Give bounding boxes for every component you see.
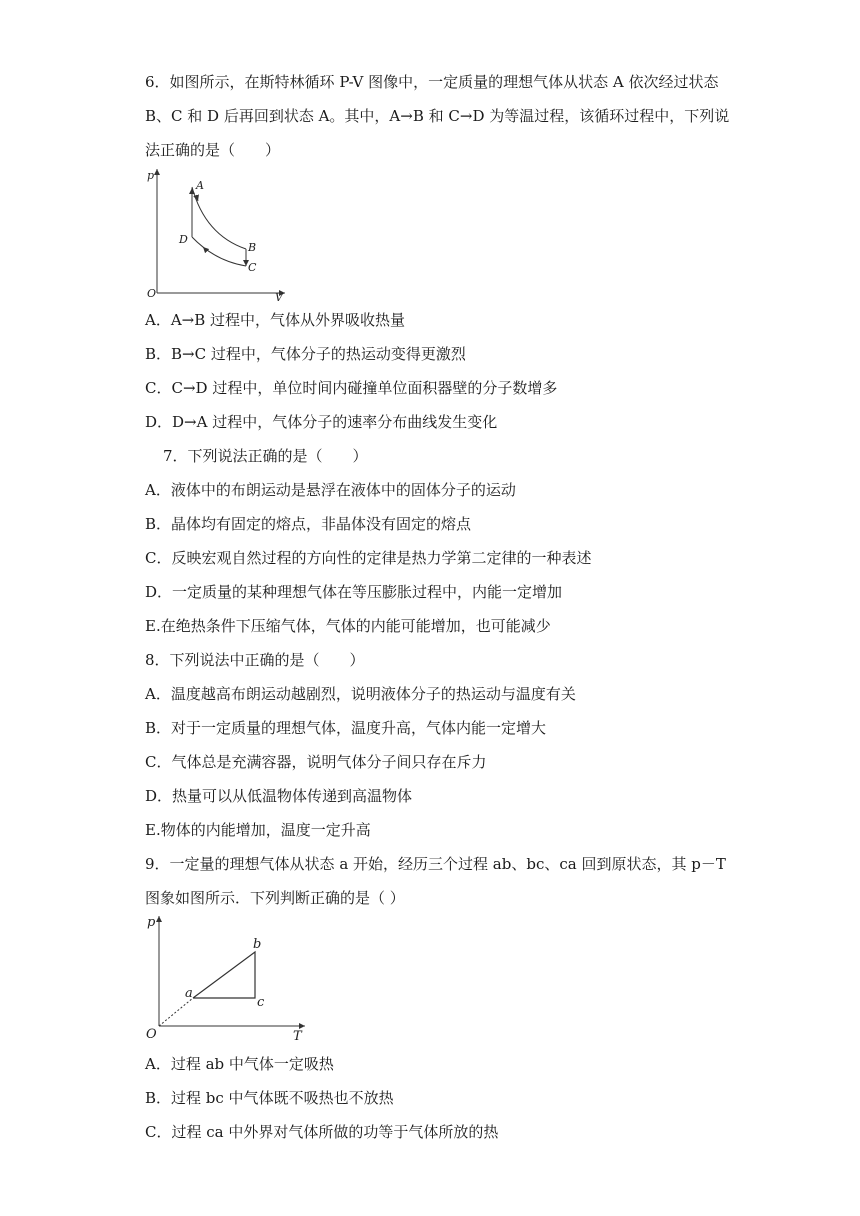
pt-axis-label-p: p bbox=[147, 915, 156, 930]
q9-option-a: A．过程 ab 中气体一定吸热 bbox=[145, 1055, 334, 1073]
q9-option-b: B．过程 bc 中气体既不吸热也不放热 bbox=[145, 1089, 394, 1107]
q7-option-c: C．反映宏观自然过程的方向性的定律是热力学第二定律的一种表述 bbox=[145, 549, 592, 567]
pt-label-a: a bbox=[185, 986, 193, 1001]
q8-option-b: B．对于一定质量的理想气体，温度升高，气体内能一定增大 bbox=[145, 719, 547, 737]
q6-option-c: C．C→D 过程中，单位时间内碰撞单位面积器壁的分子数增多 bbox=[145, 379, 558, 397]
q9-stem-line2: 图象如图所示．下列判断正确的是（ ） bbox=[145, 889, 405, 907]
q7-option-e: E.在绝热条件下压缩气体，气体的内能可能增加，也可能减少 bbox=[145, 617, 551, 635]
pv-label-c: C bbox=[248, 261, 257, 274]
q6-option-b: B．B→C 过程中，气体分子的热运动变得更激烈 bbox=[145, 345, 466, 363]
pv-curve-cd bbox=[192, 237, 246, 266]
pt-triangle-abc bbox=[193, 952, 255, 998]
q6-option-d: D．D→A 过程中，气体分子的速率分布曲线发生变化 bbox=[145, 413, 498, 431]
pv-diagram bbox=[145, 165, 295, 305]
q9-stem-line1: 9．一定量的理想气体从状态 a 开始，经历三个过程 ab、bc、ca 回到原状态，其 p－T bbox=[145, 855, 726, 873]
q8-stem: 8．下列说法中正确的是（ ） bbox=[145, 651, 365, 669]
q7-stem: 7．下列说法正确的是（ ） bbox=[163, 447, 368, 465]
pv-label-d: D bbox=[179, 233, 188, 246]
pv-origin-label: O bbox=[147, 287, 157, 300]
q8-option-d: D．热量可以从低温物体传递到高温物体 bbox=[145, 787, 413, 805]
q6-option-a: A．A→B 过程中，气体从外界吸收热量 bbox=[145, 311, 406, 329]
q6-stem-line2: B、C 和 D 后再回到状态 A。其中，A→B 和 C→D 为等温过程，该循环过程中，下列说 bbox=[145, 107, 730, 125]
pv-label-b: B bbox=[248, 241, 257, 254]
q6-stem-line1: 6．如图所示，在斯特林循环 P-V 图像中，一定质量的理想气体从状态 A 依次经过状态 bbox=[145, 73, 719, 91]
q9-option-c: C．过程 ca 中外界对气体所做的功等于气体所放的热 bbox=[145, 1123, 499, 1141]
q7-option-d: D．一定质量的某种理想气体在等压膨胀过程中，内能一定增加 bbox=[145, 583, 563, 601]
pt-diagram bbox=[145, 912, 315, 1047]
q7-option-a: A．液体中的布朗运动是悬浮在液体中的固体分子的运动 bbox=[145, 481, 516, 499]
pv-axis-label-v: V bbox=[275, 291, 283, 304]
pt-dashed-extension bbox=[159, 998, 193, 1026]
q6-stem-line3: 法正确的是（ ） bbox=[145, 141, 281, 159]
pt-label-c: c bbox=[257, 995, 265, 1010]
pt-label-b: b bbox=[253, 937, 262, 952]
pv-curve-ab bbox=[192, 187, 246, 249]
q8-option-c: C．气体总是充满容器，说明气体分子间只存在斥力 bbox=[145, 753, 487, 771]
pv-axis-label-p: p bbox=[147, 169, 155, 182]
q8-option-e: E.物体的内能增加，温度一定升高 bbox=[145, 821, 371, 839]
q8-option-a: A．温度越高布朗运动越剧烈，说明液体分子的热运动与温度有关 bbox=[145, 685, 576, 703]
q7-option-b: B．晶体均有固定的熔点，非晶体没有固定的熔点 bbox=[145, 515, 472, 533]
pv-label-a: A bbox=[196, 179, 204, 192]
pt-axis-label-t: T bbox=[293, 1029, 302, 1044]
pt-origin-label: O bbox=[146, 1027, 157, 1042]
